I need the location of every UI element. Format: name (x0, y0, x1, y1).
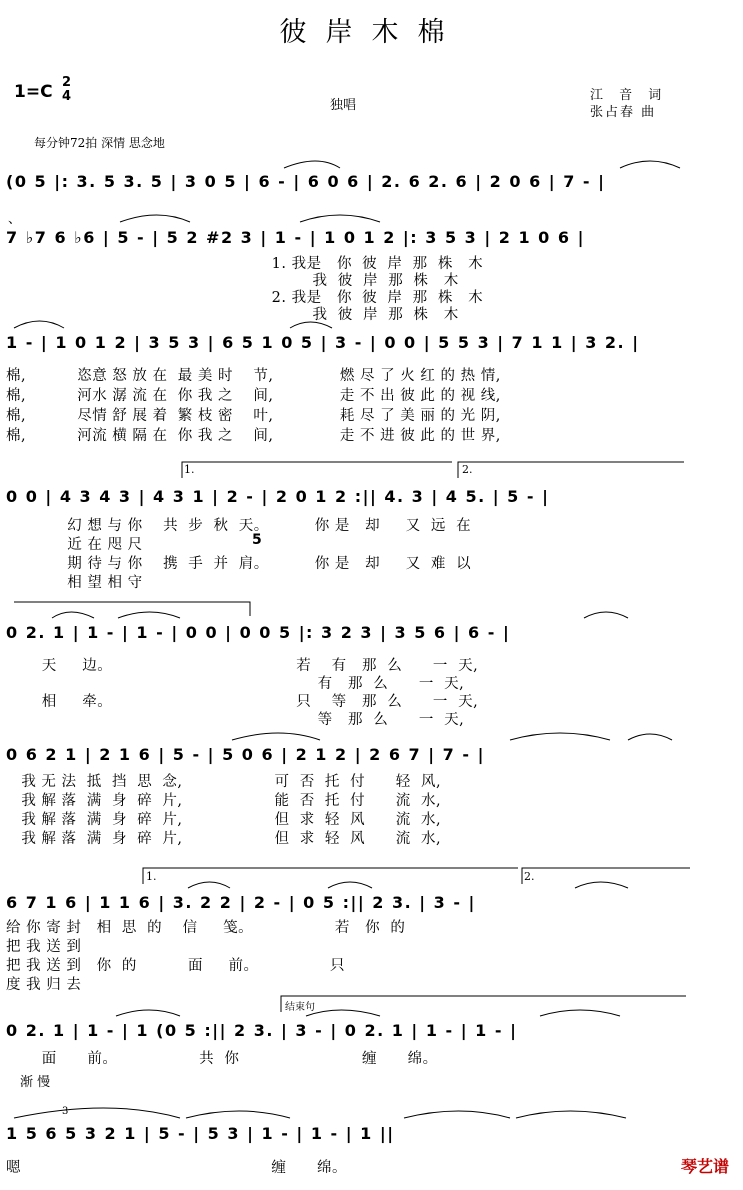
score-system-6: 0 6 2 1 | 2 1 6 | 5 - | 5 0 6 | 2 1 2 | 2 6 7 | 7 - | (6, 745, 485, 764)
tie-arc (584, 612, 628, 618)
score-system-8: 0 2. 1 | 1 - | 1 (0 5 :|| 2 3. | 3 - | 0 2. 1 | 1 - | 1 - | (6, 1021, 518, 1040)
lyric-line: 我 彼 岸 那 株 木 (6, 307, 459, 323)
tie-arc (188, 882, 230, 888)
lyric-line: 把 我 送 到 (6, 939, 82, 955)
lyric-line: 我 解 落 满 身 碎 片, 但 求 轻 风 流 水, (6, 812, 442, 828)
score-system-3: 1 - | 1 0 1 2 | 3 5 3 | 6 5 1 0 5 | 3 - | 0 0 | 5 5 3 | 7 1 1 | 3 2. | (6, 333, 640, 352)
lyric-line: 把 我 送 到 你 的 面 前。 只 (6, 958, 346, 974)
tie-arc (628, 734, 672, 740)
tie-arc (232, 733, 320, 740)
lyric-line: 天 边。 若 有 那 么 一 天, (6, 658, 479, 674)
lyric-line: 度 我 归 去 (6, 977, 82, 993)
lyric-line: 相 牵。 只 等 那 么 一 天, (6, 694, 479, 710)
tie-arc (14, 1108, 180, 1118)
performance-type: 独唱 (330, 98, 357, 113)
tie-arc (52, 612, 94, 618)
coda-label: 结束句 (285, 1002, 315, 1013)
lyric-line: 幻 想 与 你 共 步 秋 天。 你 是 却 又 远 在 (6, 518, 472, 534)
key-signature: 1=C (14, 82, 53, 102)
score-system-9: 1 5 6 5 3 2 1 | 5 - | 5 3 | 1 - | 1 - | 1 || (6, 1124, 395, 1143)
volta-1-bracket (182, 462, 452, 478)
time-signature-top: 2 (62, 75, 72, 90)
lyric-line: 棉, 恣意 怒 放 在 最 美 时 节, 燃 尽 了 火 红 的 热 情, (6, 368, 501, 384)
volta-1-label: 1. (146, 870, 157, 883)
tie-arc (300, 215, 380, 222)
lyric-line: 我 解 落 满 身 碎 片, 但 求 轻 风 流 水, (6, 831, 442, 847)
lyric-line: 面 前。 共 你 缠 绵。 (6, 1051, 438, 1067)
volta-1-label: 1. (184, 463, 195, 476)
tie-arc (14, 321, 64, 328)
lyric-line: 棉, 尽情 舒 展 着 繁 枝 密 叶, 耗 尽 了 美 丽 的 光 阴, (6, 408, 501, 424)
lyric-line: 嗯 缠 绵。 (6, 1160, 348, 1176)
score-system-1: (0 5 |: 3. 5 3. 5 | 3 0 5 | 6 - | 6 0 6 | 2. 6 2. 6 | 2 0 6 | 7 - | (6, 172, 606, 191)
lyric-line: 近 在 咫 尺 (6, 537, 143, 553)
side-mark: 、 (8, 212, 22, 227)
tie-arc (620, 161, 680, 168)
score-system-5: 0 2. 1 | 1 - | 1 - | 0 0 | 0 0 5 |: 3 2 3 | 3 5 6 | 6 - | (6, 623, 511, 642)
tie-arc (118, 612, 180, 618)
volta-2-label: 2. (524, 870, 535, 883)
tie-arc (540, 1010, 620, 1016)
triplet-marking: 3 (62, 1106, 69, 1117)
tie-arc (516, 1111, 626, 1118)
tie-arc (404, 1111, 510, 1118)
tie-arc (120, 215, 190, 222)
volta-1-bracket (143, 868, 518, 884)
lyric-line: 棉, 河水 潺 流 在 你 我 之 间, 走 不 出 彼 此 的 视 线, (6, 388, 501, 404)
volta-2-bracket (522, 868, 690, 884)
tie-arc (328, 882, 372, 888)
tie-arc (575, 882, 628, 888)
volta-2-label: 2. (462, 463, 473, 476)
tie-arc (306, 1010, 380, 1016)
tie-arc (116, 1010, 180, 1016)
site-logo: 琴艺谱 (680, 1157, 729, 1176)
tie-arc (510, 733, 610, 740)
tie-arc (290, 322, 332, 328)
lyric-line: 我 解 落 满 身 碎 片, 能 否 托 付 流 水, (6, 793, 442, 809)
lyric-line: 1. 我是 你 彼 岸 那 株 木 (6, 256, 484, 272)
tempo-marking: 每分钟72拍 深情 思念地 (34, 136, 165, 150)
lyricist: 江 音 词 (590, 88, 668, 103)
jianman-marking: 渐 慢 (20, 1075, 51, 1090)
score-system-7: 6 7 1 6 | 1 1 6 | 3. 2 2 | 2 - | 0 5 :|| 2 3. | 3 - | (6, 893, 476, 912)
tie-arc (284, 161, 340, 168)
lyric-line: 期 待 与 你 携 手 并 肩。 你 是 却 又 难 以 (6, 556, 472, 572)
lyric-line: 我 彼 岸 那 株 木 (6, 273, 459, 289)
lyric-line: 有 那 么 一 天, (6, 676, 465, 692)
lyric-line: 相 望 相 守 (6, 575, 143, 591)
lyric-line: 给 你 寄 封 相 思 的 信 笺。 若 你 的 (6, 920, 406, 936)
page-title: 彼岸木棉 (279, 17, 464, 48)
composer: 张占春 曲 (590, 105, 657, 120)
score-system-4: 0 0 | 4 3 4 3 | 4 3 1 | 2 - | 2 0 1 2 :|| 4. 3 | 4 5. | 5 - | (6, 487, 550, 506)
lyric-line: 棉, 河流 横 隔 在 你 我 之 间, 走 不 进 彼 此 的 世 界, (6, 428, 501, 444)
lyric-line: 我 无 法 抵 挡 思 念, 可 否 托 付 轻 风, (6, 774, 442, 790)
lyric-line: 2. 我是 你 彼 岸 那 株 木 (6, 290, 484, 306)
time-signature-bottom: 4 (62, 89, 72, 104)
number-marking: 5 (252, 532, 262, 548)
score-system-2: 7 ♭7 6 ♭6 | 5 - | 5 2 #2 3 | 1 - | 1 0 1 2 |: 3 5 3 | 2 1 0 6 | (6, 228, 585, 247)
tie-arc (186, 1111, 290, 1118)
lyric-line: 等 那 么 一 天, (6, 712, 465, 728)
volta-2-bracket (458, 462, 684, 478)
